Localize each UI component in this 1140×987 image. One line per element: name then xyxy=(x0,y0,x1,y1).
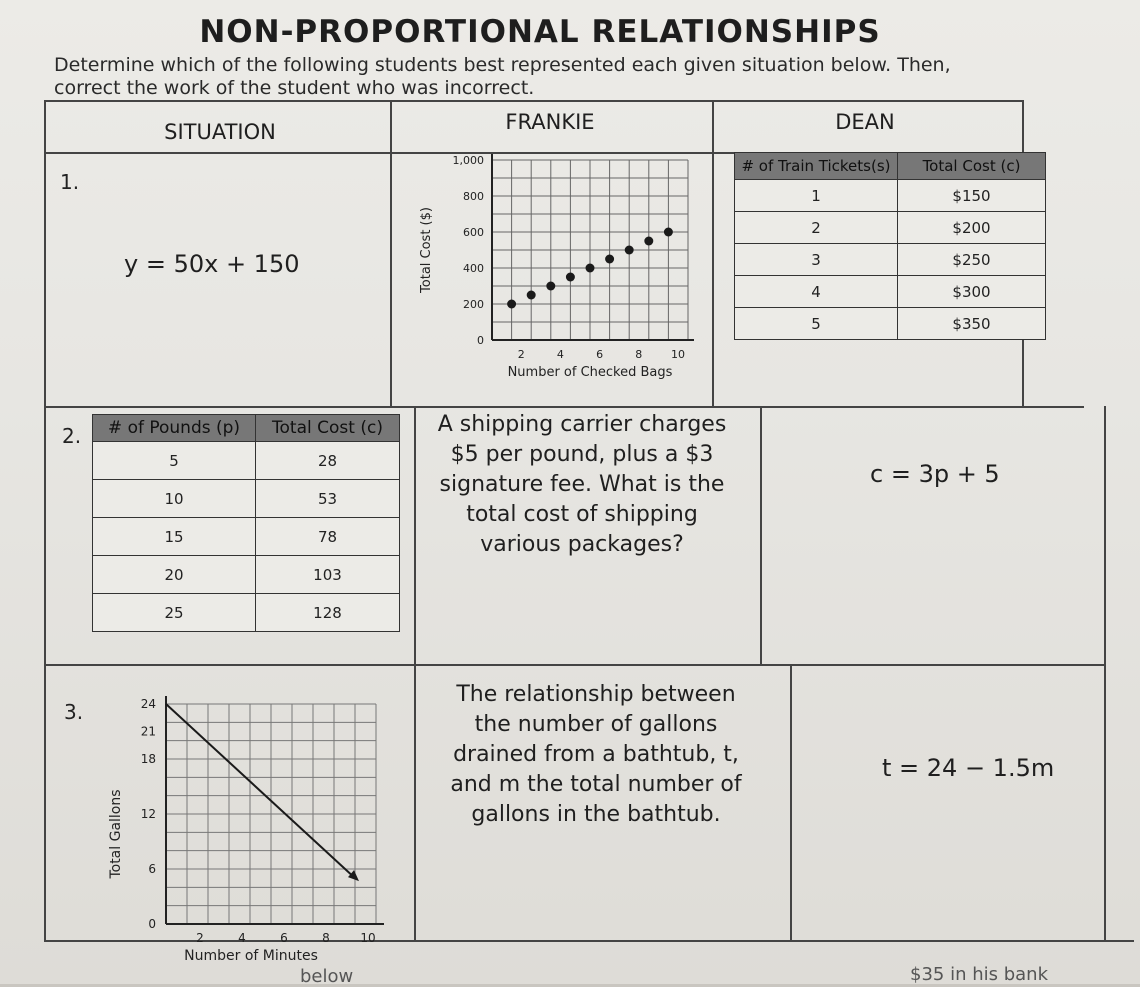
x-tick-label: 8 xyxy=(322,931,330,945)
y-tick-label: 400 xyxy=(463,262,484,275)
table-row xyxy=(93,442,400,480)
table-cell: $150 xyxy=(898,180,1046,212)
table-cell: 4 xyxy=(735,276,898,308)
table-row xyxy=(735,276,1046,308)
table-row xyxy=(735,308,1046,340)
series-line xyxy=(166,704,355,878)
row2-frankie-text: A shipping carrier charges $5 per pound, plus a $3 signature fee. What is the total cost of shipping various packages? xyxy=(437,412,727,557)
table-row xyxy=(735,244,1046,276)
data-point xyxy=(664,228,673,237)
x-tick-label: 2 xyxy=(196,931,204,945)
y-tick-label: 0 xyxy=(477,334,484,347)
pounds-table-header-cost: Total Cost (c) xyxy=(256,415,400,442)
y-tick-label: 0 xyxy=(148,917,156,931)
dean-train-tickets-table xyxy=(734,152,1046,340)
table-row xyxy=(735,212,1046,244)
table-cell: 1 xyxy=(735,180,898,212)
col-divider-1b xyxy=(414,406,416,940)
data-point xyxy=(527,291,536,300)
y-axis-label: Total Gallons xyxy=(108,789,124,879)
table-cell: $350 xyxy=(898,308,1046,340)
table-row xyxy=(93,556,400,594)
y-axis-label: Total Cost ($) xyxy=(419,207,434,293)
table-cell: 2 xyxy=(735,212,898,244)
y-tick-label: 12 xyxy=(140,807,156,821)
y-tick-label: 200 xyxy=(463,298,484,311)
y-tick-label: 6 xyxy=(148,862,156,876)
row1-situation-equation: y = 50x + 150 xyxy=(124,250,300,278)
table-cell: 3 xyxy=(735,244,898,276)
situation-gallons-line-chart xyxy=(96,690,406,960)
left-border xyxy=(44,100,46,940)
y-tick-label: 800 xyxy=(463,190,484,203)
table-row xyxy=(93,480,400,518)
table-cell: 103 xyxy=(256,556,400,594)
table-cell: 5 xyxy=(735,308,898,340)
table-cell: 128 xyxy=(256,594,400,632)
y-tick-label: 600 xyxy=(463,226,484,239)
table-cell: 20 xyxy=(93,556,256,594)
header-frankie: FRANKIE xyxy=(505,110,595,134)
x-tick-label: 4 xyxy=(556,348,564,361)
footer-left-text: below xyxy=(300,966,354,987)
table-cell: 53 xyxy=(256,480,400,518)
x-tick-label: 2 xyxy=(517,348,525,361)
data-point xyxy=(644,237,653,246)
col-divider-2b xyxy=(760,406,762,664)
data-point xyxy=(507,300,516,309)
table-cell: $250 xyxy=(898,244,1046,276)
situation-pounds-table xyxy=(92,414,400,632)
table-cell: 10 xyxy=(93,480,256,518)
dean-table-header-cost: Total Cost (c) xyxy=(898,153,1046,180)
x-tick-label: 10 xyxy=(671,348,685,361)
x-tick-label: 10 xyxy=(360,931,376,945)
row2-dean-equation: c = 3p + 5 xyxy=(870,460,1000,488)
header-situation: SITUATION xyxy=(164,120,276,144)
header-dean: DEAN xyxy=(835,110,895,134)
right-border-b xyxy=(1104,406,1106,940)
worksheet-title: NON-PROPORTIONAL RELATIONSHIPS xyxy=(199,14,881,50)
series-arrowhead xyxy=(348,870,359,881)
row3-frankie-text: The relationship between the number of gallons drained from a bathtub, t, and m the total number of gallons in the bathtub. xyxy=(450,682,742,827)
data-point xyxy=(605,255,614,264)
table-cell: 78 xyxy=(256,518,400,556)
x-axis-label: Number of Minutes xyxy=(184,948,318,960)
data-point xyxy=(625,246,634,255)
table-row xyxy=(735,180,1046,212)
table-top-border xyxy=(44,100,1024,102)
table-cell: $300 xyxy=(898,276,1046,308)
y-tick-label: 18 xyxy=(140,752,156,766)
footer-right-text: $35 in his bank xyxy=(910,964,1049,985)
x-tick-label: 6 xyxy=(280,931,288,945)
x-axis-label: Number of Checked Bags xyxy=(507,365,673,380)
col-divider-2 xyxy=(712,100,714,406)
table-cell: 25 xyxy=(93,594,256,632)
row2-divider xyxy=(44,664,1106,666)
data-point xyxy=(566,273,575,282)
col-divider-2c xyxy=(790,664,792,940)
frankie-bags-scatter-chart xyxy=(410,148,710,388)
instructions-text: Determine which of the following students best represented each given situation below. Then, correct the work of the student who was incorrect. xyxy=(54,54,951,99)
row1-divider xyxy=(44,406,1084,408)
y-tick-label: 21 xyxy=(140,724,156,739)
row1-number: 1. xyxy=(60,170,80,194)
data-point xyxy=(586,264,595,273)
table-row xyxy=(93,518,400,556)
x-tick-label: 4 xyxy=(238,931,246,945)
row3-number: 3. xyxy=(64,700,84,724)
data-point xyxy=(546,282,555,291)
dean-table-header-tickets: # of Train Tickets(s) xyxy=(735,153,898,180)
col-divider-1 xyxy=(390,100,392,406)
row2-number: 2. xyxy=(62,424,82,448)
table-row xyxy=(93,594,400,632)
x-tick-label: 8 xyxy=(635,348,643,361)
table-cell: 5 xyxy=(93,442,256,480)
x-tick-label: 6 xyxy=(596,348,604,361)
pounds-table-header-pounds: # of Pounds (p) xyxy=(93,415,256,442)
table-cell: $200 xyxy=(898,212,1046,244)
table-cell: 15 xyxy=(93,518,256,556)
table-cell: 28 xyxy=(256,442,400,480)
y-tick-label: 24 xyxy=(140,697,156,711)
row3-dean-equation: t = 24 − 1.5m xyxy=(882,754,1055,782)
y-tick-label: 1,000 xyxy=(452,154,484,167)
